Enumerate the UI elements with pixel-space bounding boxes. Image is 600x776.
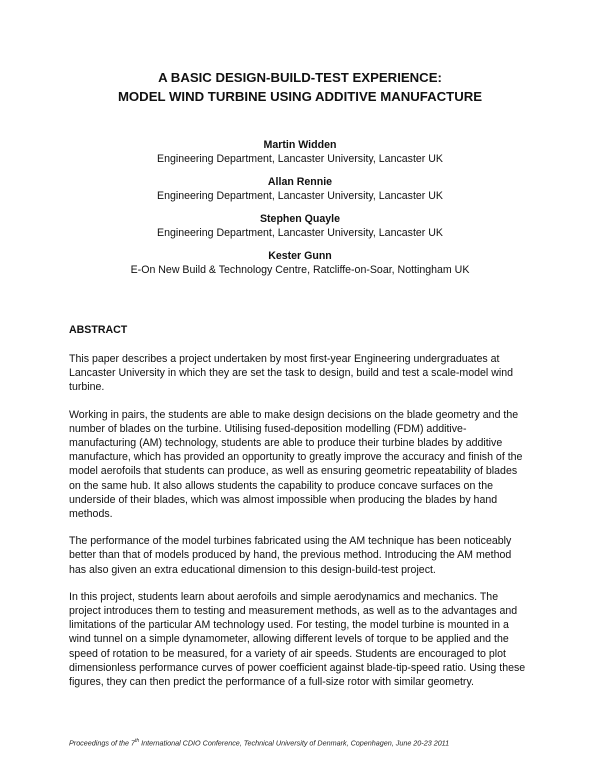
abstract-body	[69, 352, 531, 702]
abstract-paragraph: Working in pairs, the students are able to make design decisions on the blade geometry and the number of blades on the turbine. Utilising fused-deposition modelling (FDM) additive-manufacturing (AM) technology, students are able to produce their turbine blades by additive manufacture, which has provided an opportunity to greatly improve the accuracy and finish of the model aerofoils that students can produce, as well as ensuring geometric repeatability of blades on the same hub. It also allows students the capability to produce concave surfaces on the underside of their blades, which was almost impossible when producing the blades by hand methods.	[69, 408, 523, 521]
paper-title	[0, 68, 600, 106]
author-name: Kester Gunn	[268, 250, 332, 262]
author-block	[0, 175, 600, 203]
footer-suffix: International CDIO Conference, Technical University of Denmark, Copenhagen, June 20-23 2011	[139, 738, 450, 748]
author-affiliation: Engineering Department, Lancaster University, Lancaster UK	[157, 227, 443, 239]
abstract-heading: ABSTRACT	[69, 324, 128, 336]
author-block	[0, 138, 600, 166]
footer-superscript: th	[134, 738, 140, 744]
author-list	[0, 138, 600, 286]
author-affiliation: Engineering Department, Lancaster University, Lancaster UK	[157, 153, 443, 165]
author-name: Allan Rennie	[267, 176, 333, 188]
author-affiliation: Engineering Department, Lancaster University, Lancaster UK	[157, 190, 443, 202]
author-block	[0, 249, 600, 277]
abstract-paragraph: This paper describes a project undertaken by most first-year Engineering undergraduates at Lancaster University in which they are set the task to design, build and test a scale-model wind turbine.	[69, 353, 513, 394]
author-name: Martin Widden	[263, 139, 337, 151]
abstract-paragraph: The performance of the model turbines fabricated using the AM technique has been noticeably better than that of models produced by hand, the previous method. Introducing the AM method has also given an extra educational dimension to this design-build-test project.	[69, 535, 512, 576]
footer-prefix: Proceedings of the 7	[69, 738, 135, 748]
title-line-2: MODEL WIND TURBINE USING ADDITIVE MANUFACTURE	[117, 89, 483, 104]
title-line-1: A BASIC DESIGN-BUILD-TEST EXPERIENCE:	[158, 70, 442, 85]
author-affiliation: E-On New Build & Technology Centre, Ratcliffe-on-Soar, Nottingham UK	[130, 264, 470, 276]
author-block	[0, 212, 600, 240]
author-name: Stephen Quayle	[259, 213, 341, 225]
page-footer	[69, 738, 539, 747]
abstract-paragraph: In this project, students learn about aerofoils and simple aerodynamics and mechanics. The project introduces them to testing and measurement methods, as well as to the advantages and limitations of the particular AM technology used. For testing, the model turbine is mounted in a wind tunnel on a simple dynamometer, allowing different levels of torque to be applied and the speed of rotation to be measured, for a variety of air speeds. Students are encouraged to plot dimensionless performance curves of power coefficient against blade-tip-speed ratio. Using these figures, they can then predict the performance of a full-size rotor with similar geometry.	[69, 590, 526, 689]
